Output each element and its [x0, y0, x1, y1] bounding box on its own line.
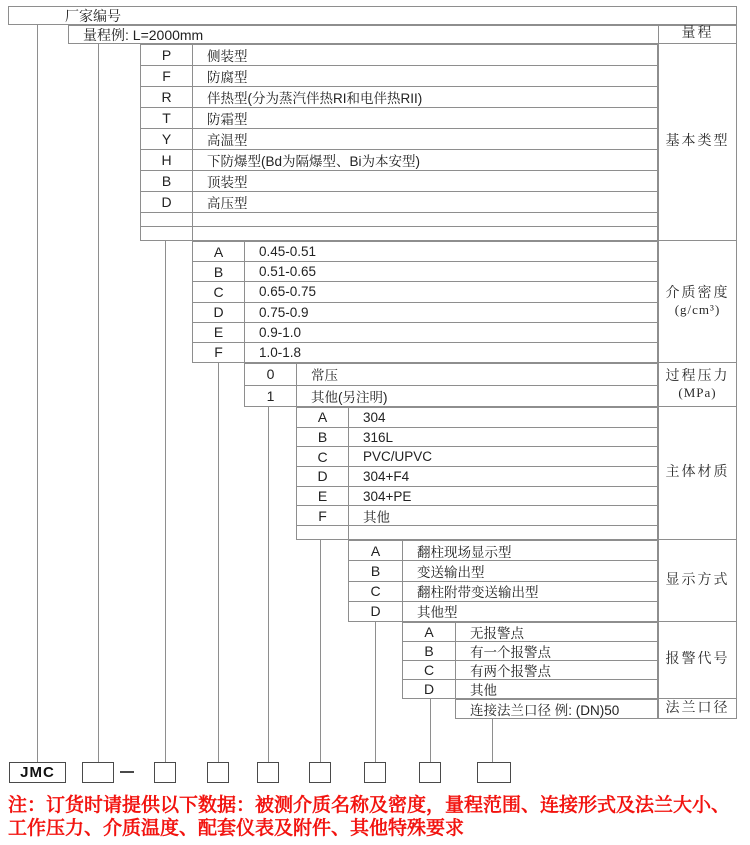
- code-cell: D: [297, 467, 349, 486]
- desc-cell: PVC/UPVC: [363, 449, 433, 465]
- code-cell: C: [193, 282, 245, 301]
- desc-cell: 有两个报警点: [470, 664, 551, 679]
- code-cell: B: [297, 428, 349, 447]
- code-cell: D: [141, 192, 193, 212]
- connector-line-flange: [492, 719, 493, 762]
- table-row: [297, 428, 657, 448]
- table-row: [297, 467, 657, 487]
- table-row: [193, 242, 657, 262]
- code-cell: B: [403, 642, 456, 660]
- code-cell: Y: [141, 129, 193, 149]
- table-row: [349, 602, 657, 621]
- code-cell: [297, 526, 349, 539]
- desc-cell: 1.0-1.8: [259, 344, 302, 360]
- desc-cell: 0.75-0.9: [259, 304, 309, 320]
- code-cell: T: [141, 108, 193, 128]
- model-prefix-label: JMC: [20, 764, 55, 781]
- table-row: [403, 623, 657, 642]
- desc-cell: 防霜型: [207, 112, 248, 127]
- code-box-display: [364, 762, 386, 783]
- desc-cell: 304+F4: [363, 468, 410, 484]
- alarm-code-table: [402, 622, 658, 699]
- section-label-material: 主体材质: [658, 407, 737, 540]
- table-row: [193, 262, 657, 282]
- dash-separator: [120, 771, 134, 773]
- table-row: [245, 386, 657, 407]
- code-cell: A: [297, 408, 349, 427]
- table-row-empty: [141, 213, 657, 227]
- table-row: [349, 561, 657, 581]
- code-cell: C: [349, 582, 403, 601]
- desc-cell: 其他: [470, 683, 497, 698]
- desc-cell: 翻柱现场显示型: [417, 544, 512, 560]
- pressure-table: [244, 363, 658, 407]
- table-row: [349, 541, 657, 561]
- table-row: [193, 343, 657, 362]
- desc-cell: 防腐型: [207, 70, 248, 85]
- range-example-label: 量程例: L=2000mm: [83, 26, 204, 43]
- table-row-empty: [297, 526, 657, 539]
- code-cell: [141, 227, 193, 240]
- code-cell: R: [141, 87, 193, 107]
- code-cell: P: [141, 45, 193, 65]
- desc-cell: 0.65-0.75: [259, 284, 317, 300]
- desc-cell: 侧装型: [207, 49, 248, 64]
- desc-cell: 其他(另注明): [311, 389, 388, 405]
- table-row: [297, 408, 657, 428]
- desc-cell: 0.9-1.0: [259, 324, 302, 340]
- code-cell: F: [193, 343, 245, 362]
- model-prefix-box: [9, 762, 66, 783]
- connector-line-alarm: [430, 699, 431, 762]
- desc-cell: 304+PE: [363, 488, 412, 504]
- range-example-row: [68, 25, 737, 44]
- table-row: [141, 192, 657, 213]
- code-cell: A: [349, 541, 403, 560]
- code-box-pressure: [257, 762, 279, 783]
- desc-cell: 0.51-0.65: [259, 264, 317, 280]
- table-row: [141, 171, 657, 192]
- code-box-alarm: [419, 762, 441, 783]
- table-row: [141, 87, 657, 108]
- table-row-empty: [141, 227, 657, 240]
- table-row: [193, 323, 657, 343]
- desc-cell: 无报警点: [470, 626, 524, 641]
- section-label-display: 显示方式: [658, 540, 737, 622]
- material-table: [296, 407, 658, 540]
- desc-cell: 变送输出型: [417, 564, 485, 580]
- table-row: [141, 150, 657, 171]
- code-cell: A: [193, 242, 245, 261]
- section-label-density: 介质密度 (g/cm³): [658, 241, 737, 363]
- code-cell: D: [403, 680, 456, 698]
- desc-cell: [193, 227, 657, 240]
- desc-cell: 316L: [363, 429, 394, 445]
- code-box-density: [207, 762, 229, 783]
- table-row: [141, 129, 657, 150]
- code-cell: D: [193, 303, 245, 322]
- factory-number-label: 厂家编号: [65, 7, 121, 24]
- code-cell: 0: [245, 364, 297, 385]
- code-cell: B: [141, 171, 193, 191]
- table-row: [297, 447, 657, 467]
- factory-number-row: [8, 6, 737, 25]
- code-cell: B: [193, 262, 245, 281]
- table-row: [297, 506, 657, 526]
- table-row: [193, 282, 657, 302]
- desc-cell: 其他型: [417, 605, 458, 621]
- connector-line-display: [375, 622, 376, 762]
- table-row: [456, 700, 657, 718]
- desc-cell: 其他: [363, 509, 390, 525]
- desc-cell: 连接法兰口径 例: (DN)50: [470, 703, 620, 718]
- desc-cell: 伴热型(分为蒸汽伴热RI和电伴热RII): [207, 91, 423, 106]
- desc-cell: 高温型: [207, 133, 248, 148]
- desc-cell: 0.45-0.51: [259, 244, 317, 260]
- code-cell: 1: [245, 386, 297, 407]
- code-cell: [141, 213, 193, 226]
- table-row: [141, 66, 657, 87]
- section-label-flange: 法兰口径: [658, 699, 737, 719]
- code-box-range: [82, 762, 114, 783]
- table-row: [141, 108, 657, 129]
- code-cell: C: [403, 661, 456, 679]
- table-row: [349, 582, 657, 602]
- desc-cell: [349, 526, 657, 539]
- code-cell: E: [297, 487, 349, 506]
- basic-type-table: [140, 44, 658, 241]
- desc-cell: 高压型: [207, 196, 248, 211]
- table-row: [403, 642, 657, 661]
- section-label-basic-type: 基本类型: [658, 44, 737, 241]
- table-row: [403, 661, 657, 680]
- code-cell: C: [297, 447, 349, 466]
- section-label-range: 量程: [658, 25, 737, 44]
- order-note: 注：订货时请提供以下数据：被测介质名称及密度，量程范围、连接形式及法兰大小、工作压力、介质温度、配套仪表及附件、其他特殊要求: [8, 795, 731, 839]
- density-table: [192, 241, 658, 363]
- table-row: [297, 487, 657, 507]
- desc-cell: 顶装型: [207, 175, 248, 190]
- code-cell: E: [193, 323, 245, 342]
- desc-cell: 有一个报警点: [470, 645, 551, 660]
- flange-table: [455, 699, 658, 719]
- desc-cell: 常压: [311, 368, 338, 384]
- display-mode-table: [348, 540, 658, 622]
- code-cell: F: [297, 506, 349, 525]
- connector-line-range: [98, 44, 99, 762]
- code-box-basic: [154, 762, 176, 783]
- section-label-pressure: 过程压力 (MPa): [658, 363, 737, 407]
- code-cell: A: [403, 623, 456, 641]
- desc-cell: [193, 213, 657, 226]
- connector-line-factory: [37, 25, 38, 762]
- table-row: [245, 364, 657, 386]
- code-cell: B: [349, 561, 403, 580]
- code-box-flange: [477, 762, 511, 783]
- table-row: [141, 45, 657, 66]
- code-cell: F: [141, 66, 193, 86]
- desc-cell: 翻柱附带变送输出型: [417, 585, 539, 601]
- desc-cell: 下防爆型(Bd为隔爆型、Bi为本安型): [207, 154, 421, 169]
- code-cell: D: [349, 602, 403, 621]
- connector-line-density: [218, 363, 219, 762]
- connector-line-basic: [165, 241, 166, 762]
- connector-line-material: [320, 540, 321, 762]
- table-row: [193, 303, 657, 323]
- desc-cell: 304: [363, 409, 386, 425]
- table-row: [403, 680, 657, 698]
- section-label-alarm: 报警代号: [658, 622, 737, 699]
- connector-line-pressure: [268, 407, 269, 762]
- code-box-material: [309, 762, 331, 783]
- code-cell: H: [141, 150, 193, 170]
